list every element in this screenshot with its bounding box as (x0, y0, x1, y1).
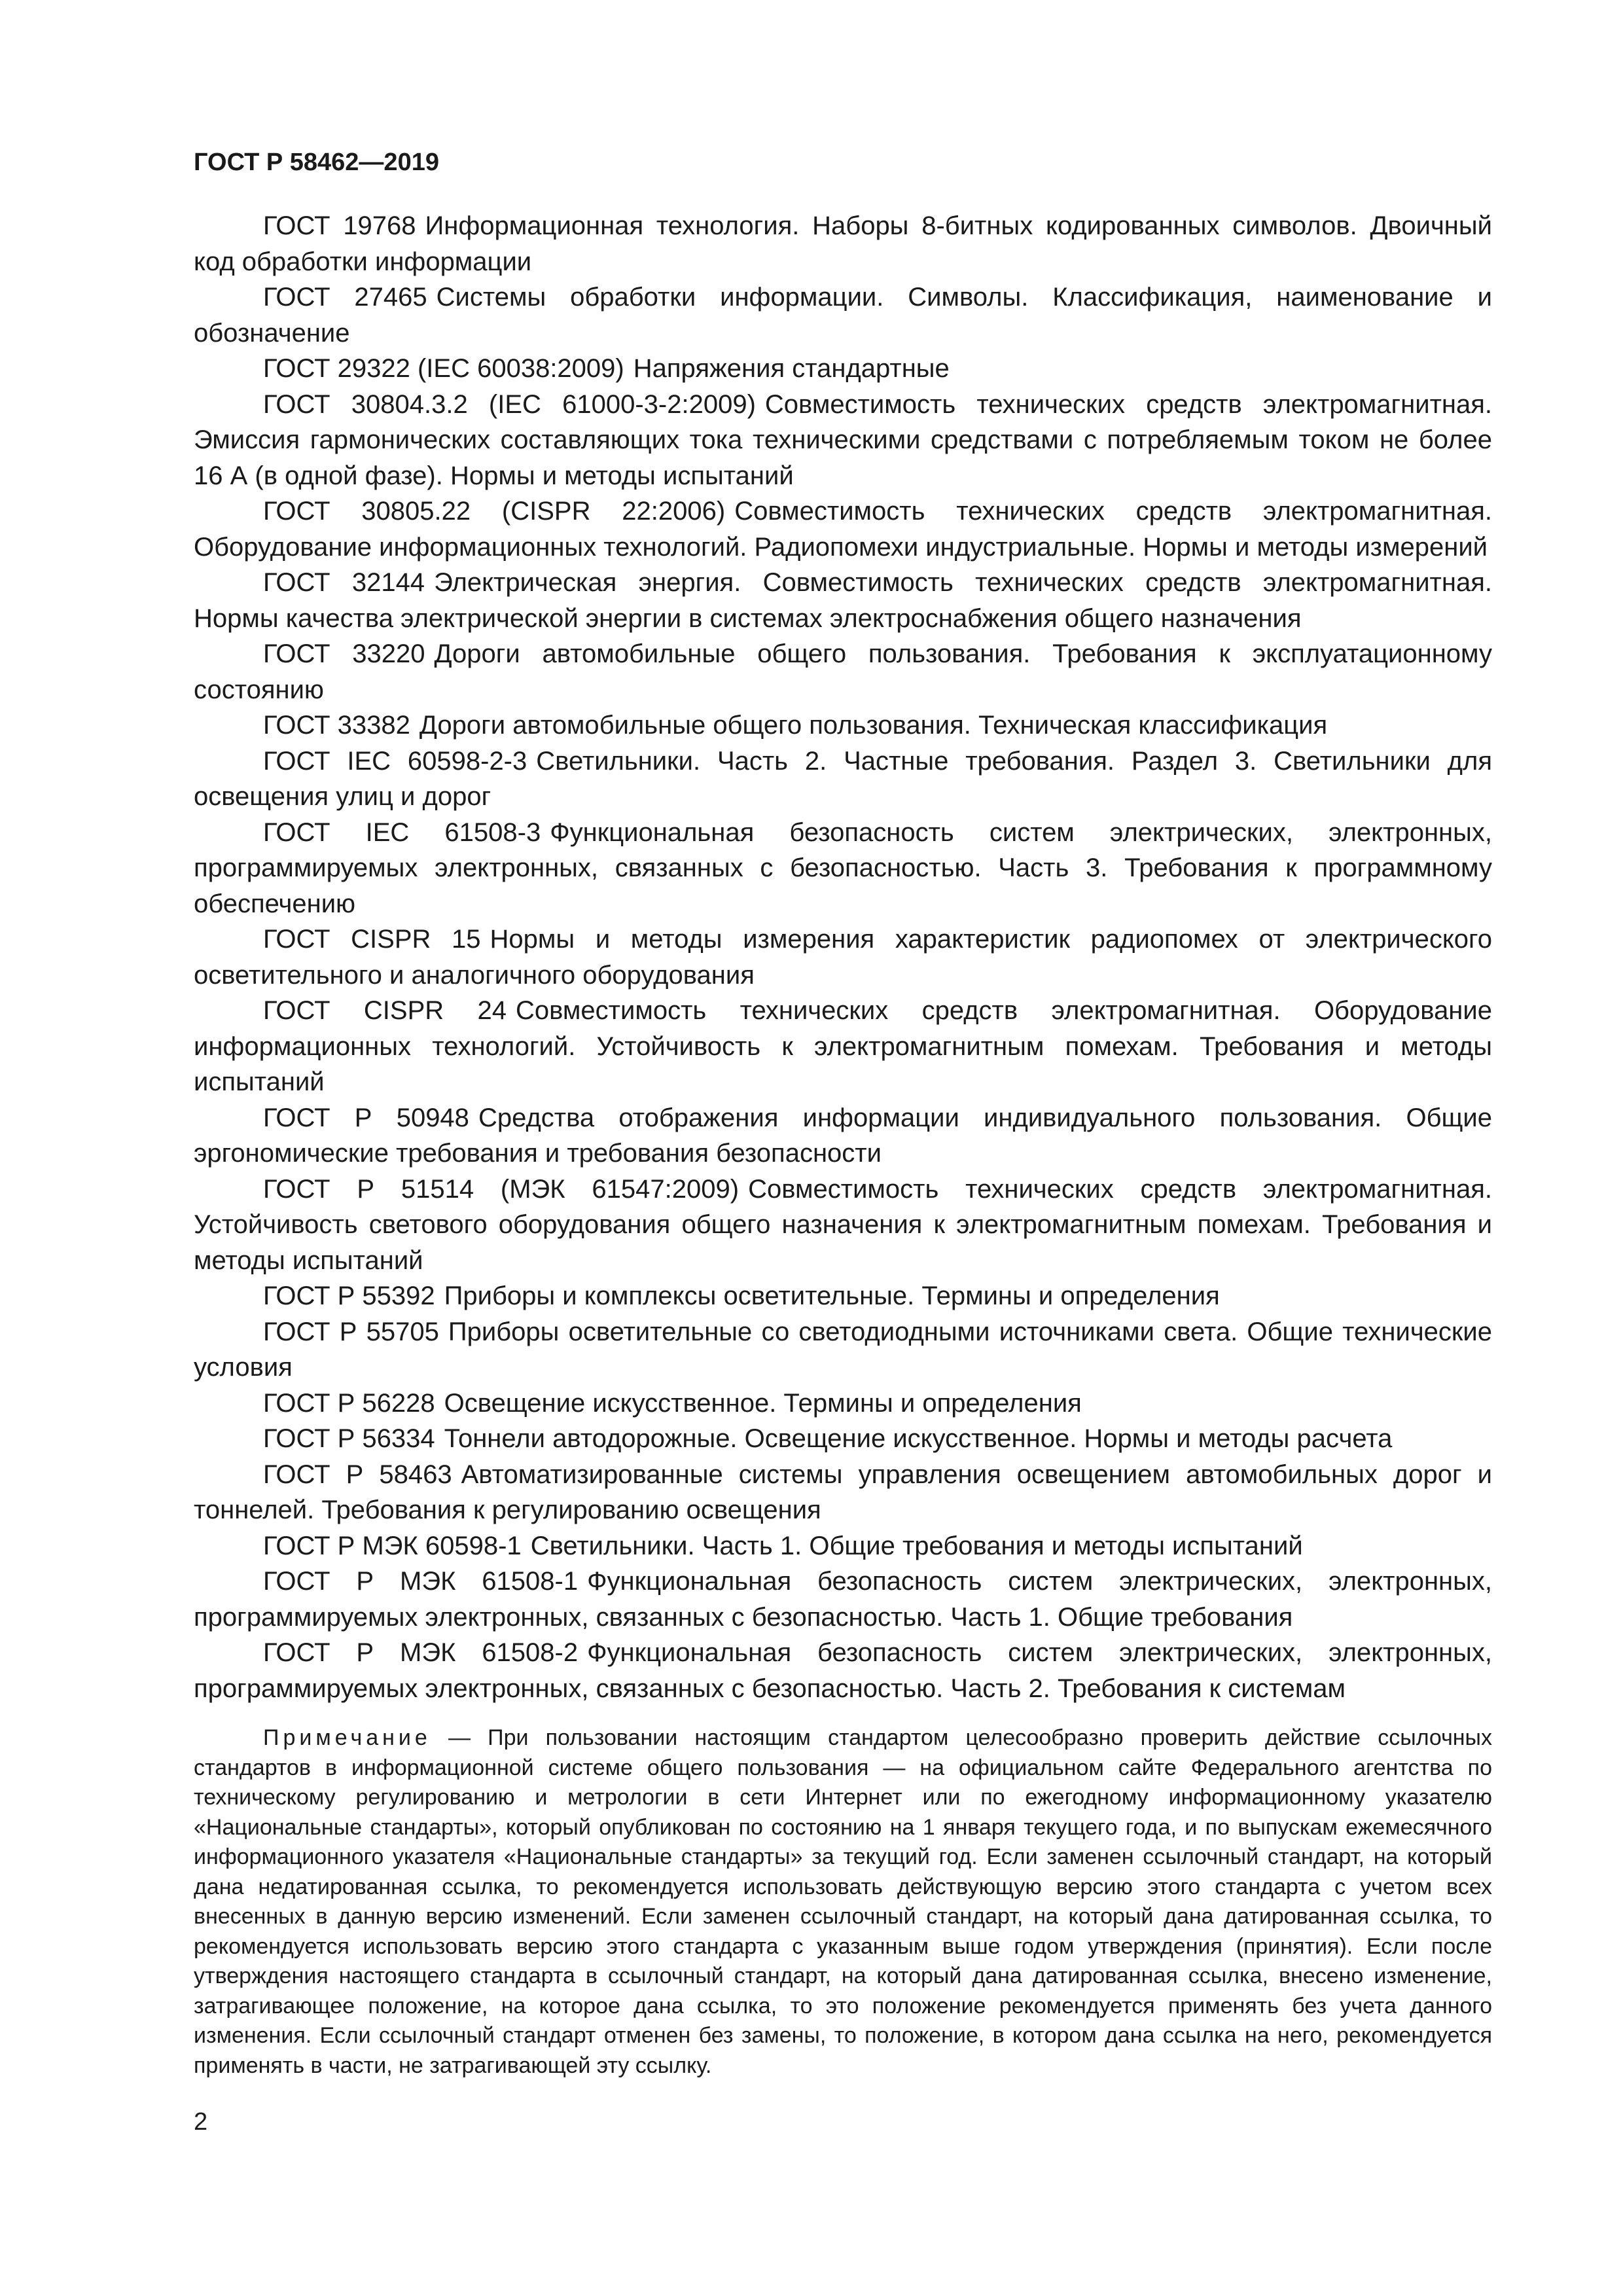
reference-title: Совместимость технических средств электромагнитная. Устойчивость светового оборудования общего назначения к электромагнитным помехам. Требования и методы испытаний (194, 1174, 1492, 1275)
reference-title: Напряжения стандартные (633, 354, 950, 383)
note-paragraph (194, 1723, 1492, 2081)
reference-title: Светильники. Часть 2. Частные требования. Раздел 3. Светильники для освещения улиц и дорог (194, 746, 1493, 811)
reference-item (194, 1386, 1492, 1422)
reference-item (194, 1528, 1492, 1564)
page-number: 2 (194, 2108, 208, 2136)
reference-code: ГОСТ Р 56228 (263, 1388, 435, 1418)
reference-code: ГОСТ 33220 (263, 639, 425, 668)
reference-code: ГОСТ 19768 (263, 211, 416, 240)
reference-item (194, 1457, 1492, 1528)
reference-code: ГОСТ Р 58463 (263, 1460, 452, 1489)
reference-code: ГОСТ Р 55392 (263, 1282, 435, 1310)
reference-title: Дороги автомобильные общего пользования. Техническая классификация (419, 711, 1328, 740)
reference-item (194, 1100, 1492, 1172)
reference-title: Нормы и методы измерения характеристик радиопомех от электрического осветительного и аналогичного оборудования (194, 925, 1492, 990)
reference-code: ГОСТ Р МЭК 61508-2 (263, 1638, 579, 1667)
reference-item (194, 1278, 1492, 1314)
reference-title: Совместимость технических средств электромагнитная. Эмиссия гармонических составляющих тока техническими средствами с потребляемым током не более 16 А (в одной фазе). Нормы и методы испытаний (194, 389, 1493, 490)
reference-title: Совместимость технических средств электромагнитная. Оборудование информационных технологий. Устойчивость к электромагнитным помехам. Требования и методы испытаний (194, 996, 1492, 1096)
reference-code: ГОСТ IEC 61508-3 (263, 817, 541, 847)
reference-code: ГОСТ 30805.22 (CISPR 22:2006) (263, 497, 726, 526)
reference-code: ГОСТ CISPR 15 (263, 925, 481, 954)
reference-item (194, 922, 1492, 993)
reference-item (194, 1564, 1492, 1635)
reference-item (194, 744, 1492, 815)
reference-item (194, 279, 1492, 351)
reference-title: Средства отображения информации индивидуального пользования. Общие эргономические требования и требования безопасности (194, 1103, 1492, 1168)
reference-title: Совместимость технических средств электромагнитная. Оборудование информационных технологий. Радиопомехи индустриальные. Нормы и методы измерений (194, 497, 1492, 562)
reference-code: ГОСТ CISPR 24 (263, 996, 507, 1025)
document-id-header: ГОСТ Р 58462—2019 (194, 149, 439, 176)
reference-code: ГОСТ 27465 (263, 283, 427, 312)
reference-code: ГОСТ 33382 (263, 711, 410, 740)
reference-title: Функциональная безопасность систем электрических, электронных, программируемых электронных, связанных с безопасностью. Часть 3. Требования к программному обеспечению (194, 817, 1492, 918)
reference-code: ГОСТ IEC 60598-2-3 (263, 746, 527, 776)
reference-code: ГОСТ Р 51514 (МЭК 61547:2009) (263, 1174, 740, 1204)
reference-item (194, 708, 1492, 744)
reference-code: ГОСТ Р 56334 (263, 1424, 435, 1453)
reference-title: Освещение искусственное. Термины и определения (444, 1388, 1082, 1418)
reference-item (194, 815, 1492, 922)
reference-item (194, 387, 1492, 494)
document-page (194, 148, 1492, 2081)
reference-title: Приборы и комплексы осветительные. Термины и определения (444, 1282, 1220, 1310)
reference-item (194, 493, 1492, 565)
reference-item (194, 993, 1492, 1100)
reference-item (194, 1314, 1492, 1386)
reference-code: ГОСТ 30804.3.2 (IEC 61000-3-2:2009) (263, 389, 756, 419)
reference-code: ГОСТ Р МЭК 61508-1 (263, 1567, 579, 1596)
reference-code: ГОСТ Р 50948 (263, 1103, 469, 1132)
reference-title: Функциональная безопасность систем электрических, электронных, программируемых электронных, связанных с безопасностью. Часть 1. Общие требования (194, 1567, 1492, 1632)
reference-title: Светильники. Часть 1. Общие требования и методы испытаний (530, 1531, 1303, 1560)
note-text: — При пользовании настоящим стандартом целесообразно проверить действие ссылочных стандартов в информационной системе общего пользования — на официальном сайте Федерального агентства по техническому регулированию и метрологии в сети Интернет или по ежегодному информационному указателю «Национальные стандарты», который опубликован по состоянию на 1 января текущего года, и по выпускам ежемесячного информационного указателя «Национальные стандарты» за текущий год. Если заменен ссылочный стандарт, на который дана недатированная ссылка, то рекомендуется использовать действующую версию этого стандарта с учетом всех внесенных в данную версию изменений. Если заменен ссылочный стандарт, на который дана датированная ссылка, то рекомендуется использовать версию этого стандарта с указанным выше годом утверждения (принятия). Если после утверждения настоящего стандарта в ссылочный стандарт, на который дана датированная ссылка, внесено изменение, затрагивающее положение, на которое дана ссылка, то это положение рекомендуется применять без учета данного изменения. Если ссылочный стандарт отменен без замены, то положение, в котором дана ссылка на него, рекомендуется применять в части, не затрагивающей эту ссылку. (194, 1725, 1492, 2078)
reference-item (194, 636, 1492, 708)
reference-item (194, 208, 1492, 279)
reference-item (194, 1172, 1492, 1279)
reference-code: ГОСТ Р МЭК 60598-1 (263, 1531, 522, 1560)
reference-title: Информационная технология. Наборы 8-битных кодированных символов. Двоичный код обработки информации (194, 211, 1492, 276)
reference-code: ГОСТ 29322 (IEC 60038:2009) (263, 354, 624, 383)
reference-title: Функциональная безопасность систем электрических, электронных, программируемых электронных, связанных с безопасностью. Часть 2. Требования к системам (194, 1638, 1492, 1703)
reference-title: Электрическая энергия. Совместимость технических средств электромагнитная. Нормы качества электрической энергии в системах электроснабжения общего назначения (194, 568, 1492, 633)
reference-code: ГОСТ 32144 (263, 568, 425, 597)
note-label: Примечание (263, 1725, 431, 1750)
reference-item (194, 351, 1492, 387)
reference-code: ГОСТ Р 55705 (263, 1317, 439, 1346)
reference-item (194, 565, 1492, 636)
reference-title: Системы обработки информации. Символы. Классификация, наименование и обозначение (194, 283, 1492, 348)
reference-title: Дороги автомобильные общего пользования. Требования к эксплуатационному состоянию (194, 639, 1492, 704)
reference-title: Автоматизированные системы управления освещением автомобильных дорог и тоннелей. Требования к регулированию освещения (194, 1460, 1492, 1524)
reference-title: Тоннели автодорожные. Освещение искусственное. Нормы и методы расчета (444, 1424, 1393, 1453)
reference-item (194, 1421, 1492, 1457)
reference-title: Приборы осветительные со светодиодными источниками света. Общие технические условия (194, 1317, 1493, 1382)
normative-references-list (194, 208, 1492, 1706)
reference-item (194, 1635, 1492, 1706)
